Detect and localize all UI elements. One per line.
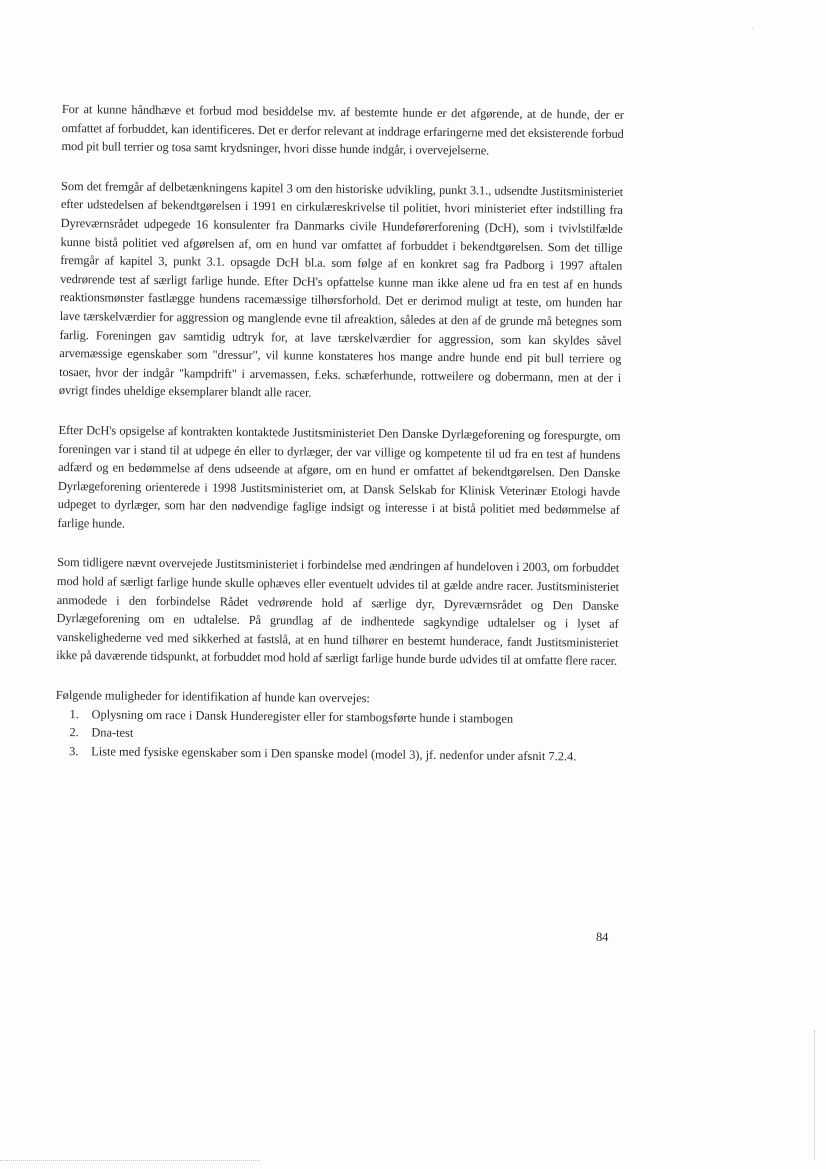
scan-speck (752, 28, 754, 29)
list-item-number: 2. (69, 725, 79, 740)
paragraph-identification: For at kunne håndhæve et forbud mod besiddelse mv. af bestemte hunde er det afgørende, at de hunde, der er omfattet af forbuddet, kan identificeres. Det er derfor relevant at inddrage erfaringerne med det eksisterende forbud mod pit bull terrier og tosa samt krydsninger, hvori disse hunde indgår, i overvejelserne. (61, 101, 624, 158)
identification-options-list (55, 705, 618, 767)
list-item-number: 1. (69, 706, 79, 721)
list-item-text: Liste med fysiske egenskaber som i Den spanske model (model 3), jf. nedenfor under afsnit 7.2.4. (91, 744, 577, 764)
list-item-number: 3. (69, 743, 79, 759)
paragraph-history: Som det fremgår af delbetænkningens kapitel 3 om den historiske udvikling, punkt 3.1., udsendte Justitsministeriet efter udstedelsen af bekendtgørelsen i 1991 en cirkulæreskrivelse til politiet, hvori ministeriet efter indstilling fra Dyreværnsrådet udpegede 16 konsulenter fra Danmarks civile Hundeførerforening (DcH), som i tvivlstilfælde kunne bistå politiet ved afgørelsen af, om en hund var omfattet af forbuddet i bekendtgørelsen. Som det tillige fremgår af kapitel 3, punkt 3.1. opsagde DcH bl.a. som følge af en konkret sag fra Padborg i 1997 aftalen vedrørende test af særligt farlige hunde. Efter DcH's opfattelse kunne man ikke alene ud fra en test af en hunds reaktionsmønster fastlægge hundens racemæssige tilhørsforhold. Det er derimod muligt at teste, om hunden har lave tærskelværdier for aggression og manglende evne til afreaktion, således at den af de grunde må betegnes som farlig. Foreningen gav samtidig udtryk for, at lave tærskelværdier for aggression, som kan skyldes såvel arvemæssige egenskaber som "dressur", vil kunne konstateres hos mange andre hunde end pit bull terriere og tosaer, hvor der indgår "kampdrift" i arvemassen, f.eks. schæferhunde, rottweilere og dobermann, men at der i øvrigt findes uheldige eksemplarer blandt alle racer. (58, 178, 624, 400)
scan-edge-mark (814, 1030, 816, 1160)
list-item-text: Dna-test (91, 725, 134, 741)
scan-edge-mark (0, 1160, 260, 1162)
list-item-text: Oplysning om race i Dansk Hunderegister eller for stambogsførte hunde i stambogen (91, 706, 514, 726)
list-intro: Følgende muligheder for identifikation af hunde kan overvejes: (55, 687, 370, 706)
page-number: 84 (595, 929, 609, 945)
page-content (55, 100, 624, 766)
paragraph-dyrlaegeforening: Efter DcH's opsigelse af kontrakten kontaktede Justitsministeriet Den Danske Dyrlægeforening og forespurgte, om foreningen var i stand til at udpege én eller to dyrlæger, der var villige og kompetente til ud fra en test af hundens adfærd og en bedømmelse af dens udseende at afgøre, om en hund er omfattet af bekendtgørelsen. Den Danske Dyrlægeforening orienterede i 1998 Justitsministeriet om, at Dansk Selskab for Klinisk Veterinær Etologi havde udpeget to dyrlæger, som har den nødvendige faglige indsigt og interesse i at bistå politiet med bedømmelse af farlige hunde. (57, 422, 621, 531)
paragraph-hundeloven-2003: Som tidligere nævnt overvejede Justitsministeriet i forbindelse med ændringen af hundeloven i 2003, om forbuddet mod hold af særligt farlige hunde skulle ophæves eller eventuelt udvides til at gælde andre racer. Justitsministeriet anmodede i den forbindelse Rådet vedrørende hold af særlige dyr, Dyreværnsrådet og Den Danske Dyrlægeforening om en udtalelse. På grundlag af de indhentede sagkyndige udtalelser og i lyset af vanskelighederne ved med sikkerhed at fastslå, at en hund tilhører en bestemt hunderace, fandt Justitsministeriet ikke på daværende tidspunkt, at forbuddet mod hold af særligt farlige hunde burde udvides til at omfatte flere racer. (56, 555, 620, 669)
